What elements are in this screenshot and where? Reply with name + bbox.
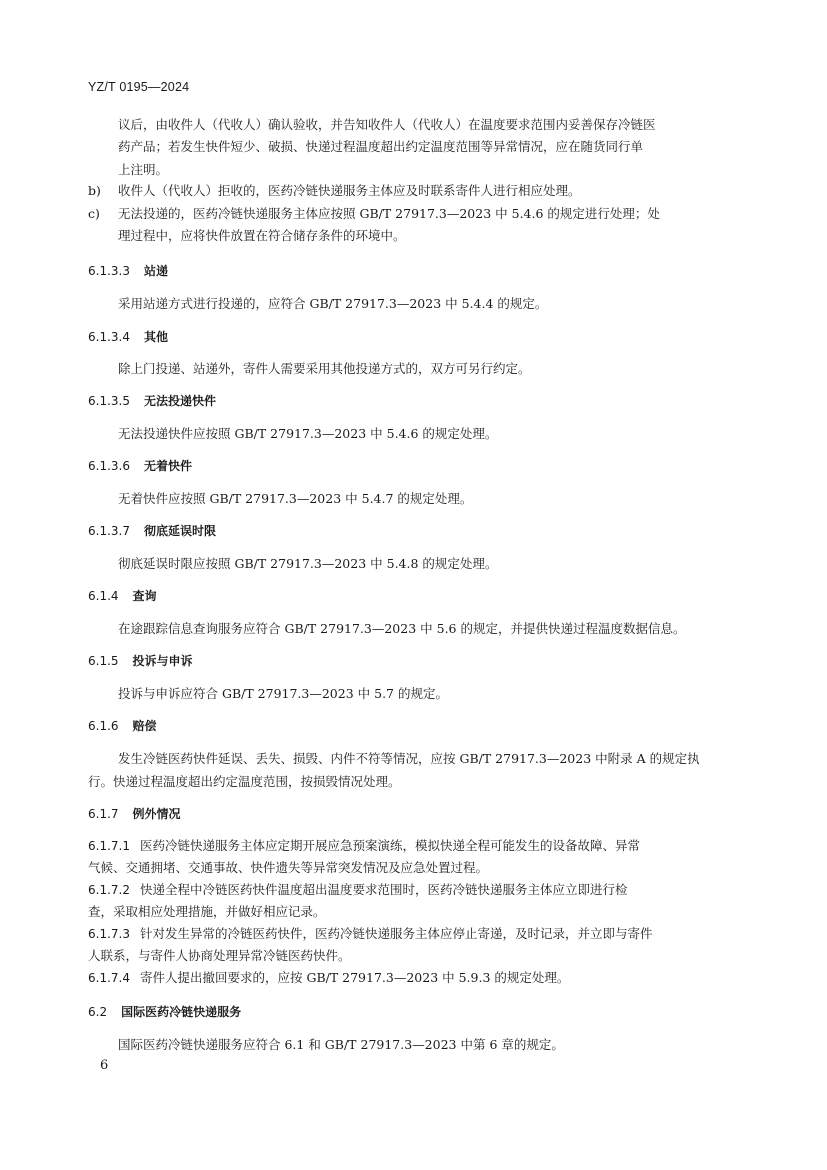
paragraph-line: 国际医药冷链快递服务应符合 6.1 和 GB/T 27917.3—2023 中第 6 章的规定。	[118, 1037, 564, 1052]
section-number: 6.1.3.6	[88, 459, 130, 473]
section-number: 6.1.3.4	[88, 330, 130, 344]
clause-6-1-7-1	[88, 838, 640, 854]
paragraph-line: 上注明。	[118, 162, 169, 177]
paragraph-line: 药产品；若发生快件短少、破损、快递过程温度超出约定温度范围等异常情况，应在随货同行单	[118, 139, 644, 154]
section-title: 无法投递快件	[143, 394, 216, 408]
clause-number: 6.1.7.1	[88, 839, 130, 853]
section-title: 站递	[143, 264, 168, 278]
section-heading	[88, 806, 181, 822]
clause-text: 医药冷链快递服务主体应定期开展应急预案演练，模拟快递全程可能发生的设备故障、异常	[139, 838, 640, 853]
paragraph-line: 人联系，与寄件人协商处理异常冷链医药快件。	[88, 948, 351, 963]
paragraph-line: 采用站递方式进行投递的，应符合 GB/T 27917.3—2023 中 5.4.4 的规定。	[118, 296, 548, 311]
section-number: 6.1.3.5	[88, 394, 130, 408]
clause-text: 针对发生异常的冷链医药快件，医药冷链快递服务主体应停止寄递，及时记录，并立即与寄件	[139, 926, 653, 941]
clause-6-1-7-4	[88, 970, 569, 986]
section-title: 查询	[132, 589, 157, 603]
clause-text: 快递全程中冷链医药快件温度超出温度要求范围时，医药冷链快递服务主体应立即进行检	[139, 882, 628, 897]
paragraph-line: 行。快递过程温度超出约定温度范围，按损毁情况处理。	[88, 774, 401, 789]
section-number: 6.1.6	[88, 719, 119, 733]
paragraph-line: 发生冷链医药快件延误、丢失、损毁、内件不符等情况，应按 GB/T 27917.3—2023 中附录 A 的规定执	[118, 751, 700, 766]
section-heading	[88, 523, 216, 539]
paragraph-line: 无法投递快件应按照 GB/T 27917.3—2023 中 5.4.6 的规定处理。	[118, 426, 498, 441]
section-heading	[88, 653, 193, 669]
section-title: 无着快件	[143, 459, 192, 473]
paragraph-line: 除上门投递、站递外，寄件人需要采用其他投递方式的，双方可另行约定。	[118, 361, 531, 376]
section-heading	[88, 263, 168, 279]
section-title: 例外情况	[132, 807, 181, 821]
section-heading	[88, 718, 157, 734]
section-title: 其他	[143, 330, 168, 344]
standard-code-header: YZ/T 0195—2024	[88, 80, 190, 94]
paragraph-line: 理过程中，应将快件放置在符合储存条件的环境中。	[118, 228, 406, 243]
paragraph-line: 气候、交通拥堵、交通事故、快件遗失等异常突发情况及应急处置过程。	[88, 860, 489, 875]
section-title: 投诉与申诉	[132, 654, 193, 668]
section-heading	[88, 329, 168, 345]
clause-6-1-7-2	[88, 882, 628, 898]
paragraph-line: 议后，由收件人（代收人）确认验收，并告知收件人（代收人）在温度要求范围内妥善保存冷链医	[118, 117, 656, 132]
section-title: 赔偿	[132, 719, 157, 733]
section-number: 6.1.5	[88, 654, 119, 668]
section-heading	[88, 588, 157, 604]
list-marker: b)	[88, 183, 101, 198]
section-title: 彻底延误时限	[143, 524, 216, 538]
section-number: 6.1.4	[88, 589, 119, 603]
clause-number: 6.1.7.3	[88, 927, 130, 941]
page-number: 6	[100, 1058, 109, 1073]
paragraph-line: 彻底延误时限应按照 GB/T 27917.3—2023 中 5.4.8 的规定处理。	[118, 556, 498, 571]
paragraph-line: 在途跟踪信息查询服务应符合 GB/T 27917.3—2023 中 5.6 的规定，并提供快递过程温度数据信息。	[118, 621, 686, 636]
section-heading	[88, 393, 216, 409]
paragraph-line: 投诉与申诉应符合 GB/T 27917.3—2023 中 5.7 的规定。	[118, 686, 448, 701]
clause-number: 6.1.7.2	[88, 883, 130, 897]
list-item-c	[88, 206, 660, 222]
section-heading	[88, 458, 192, 474]
section-number: 6.1.3.7	[88, 524, 130, 538]
list-item-text: 收件人（代收人）拒收的，医药冷链快递服务主体应及时联系寄件人进行相应处理。	[118, 183, 581, 198]
paragraph-line: 查，采取相应处理措施，并做好相应记录。	[88, 904, 326, 919]
section-number: 6.2	[88, 1005, 108, 1019]
list-item-text: 无法投递的，医药冷链快递服务主体应按照 GB/T 27917.3—2023 中 5.4.6 的规定进行处理；处	[118, 206, 660, 221]
clause-text: 寄件人提出撤回要求的，应按 GB/T 27917.3—2023 中 5.9.3 的规定处理。	[139, 970, 570, 985]
list-item-b	[88, 183, 581, 199]
paragraph-line: 无着快件应按照 GB/T 27917.3—2023 中 5.4.7 的规定处理。	[118, 491, 473, 506]
clause-6-1-7-3	[88, 926, 653, 942]
list-marker: c)	[88, 206, 100, 221]
section-title: 国际医药冷链快递服务	[121, 1005, 242, 1019]
section-number: 6.1.7	[88, 807, 119, 821]
section-heading	[88, 1004, 241, 1020]
section-number: 6.1.3.3	[88, 264, 130, 278]
clause-number: 6.1.7.4	[88, 971, 130, 985]
